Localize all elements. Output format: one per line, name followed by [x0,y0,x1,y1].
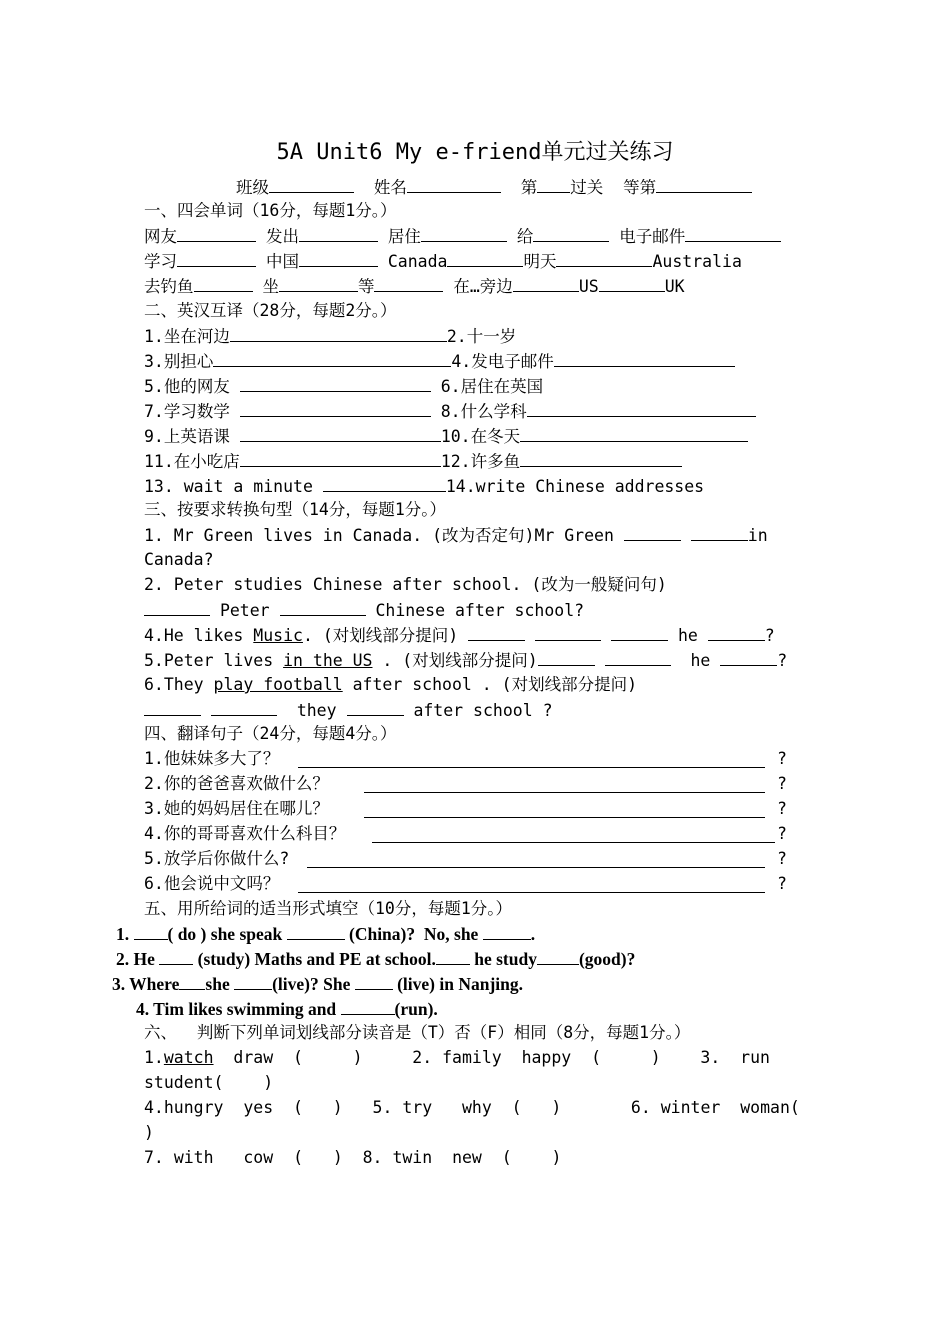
translation-blank[interactable] [298,875,765,893]
sec1-row-3 [144,274,685,299]
word-prompt: 等 [357,277,375,296]
sec3-q6 [144,673,637,697]
word: family [442,1048,502,1067]
item-prompt: 14.write Chinese addresses [445,477,705,496]
answer-blank[interactable] [513,274,579,292]
sec4-item: 2.你的爸爸喜欢做什么？ [144,774,329,793]
item-number: 8. [362,1148,383,1167]
sec5-line-4 [136,997,438,1021]
answer-blank[interactable] [691,523,748,541]
sec5-line-3 [112,972,523,996]
question-text: (study) Maths and PE at school. [193,949,436,969]
answer-paren[interactable]: ( [511,1098,522,1117]
question-text: (live) in Nanjing. [392,974,524,994]
answer-blank[interactable] [538,648,595,666]
item-prompt: 2.十一岁 [446,327,517,346]
item-number: 5. [372,1098,393,1117]
answer-blank[interactable] [240,424,441,442]
question-text: Chinese after school? [375,601,585,620]
answer-blank[interactable] [240,374,431,392]
word: winter [660,1098,721,1117]
word: new [452,1148,482,1167]
word-prompt: US [578,277,599,296]
sec6-row-3 [144,1146,561,1170]
sec4-item: 1.他妹妹多大了？ [144,749,280,768]
item-prompt: 4.发电子邮件 [451,352,554,371]
item-prompt: 9.上英语课 [144,427,230,446]
question-text: after school ? [413,701,553,720]
item-number: 7. [144,1148,164,1167]
level-blank[interactable] [537,175,570,193]
answer-blank[interactable] [374,274,443,292]
word-prompt: 居住 [387,227,421,246]
word: woman [740,1098,790,1117]
answer-blank[interactable] [533,224,609,242]
question-text: in [747,526,768,545]
item-prompt: 8.什么学科 [440,402,527,421]
answer-blank[interactable] [421,224,507,242]
answer-blank[interactable] [323,474,446,492]
item-prompt: 11.在小吃店 [144,452,240,471]
sec6-row-1-cont [144,1071,273,1095]
word-prompt: 网友 [144,227,177,246]
item-prompt: 7.学习数学 [144,402,230,421]
sec4-item: 3.她的妈妈居住在哪儿？ [144,799,329,818]
sec3-q6-answer [144,698,553,723]
question-mark: ? [777,874,787,893]
answer-blank[interactable] [355,972,393,990]
answer-blank[interactable] [468,623,525,641]
answer-blank[interactable] [556,249,652,267]
question-text: . (对划线部分提问) [372,651,538,670]
word-prompt: 坐 [262,277,279,296]
answer-blank[interactable] [287,922,345,940]
item-number: 3. [700,1048,721,1067]
item-number: 6. [630,1098,651,1117]
level-prefix: 第 [520,178,538,197]
sec5-line-2 [116,947,635,971]
answer-blank[interactable] [605,648,671,666]
question-text: 4. Tim likes swimming and [136,999,341,1019]
section-2-heading: 二、英汉互译（28分，每题2分。） [144,301,397,320]
sec2-row [144,374,543,399]
sec4-item: 4.你的哥哥喜欢什么科目？ [144,824,346,843]
question-text: he [690,651,711,670]
answer-blank[interactable] [554,349,735,367]
question-text: he study [469,949,537,969]
answer-blank[interactable] [537,947,579,965]
answer-blank[interactable] [234,972,272,990]
word-prompt: UK [664,277,685,296]
word: why [461,1098,492,1117]
section-4-heading: 四、翻译句子（24分，每题4分。） [144,724,397,743]
question-text: 4.He likes [144,626,254,645]
question-text: ? [764,626,775,645]
answer-blank[interactable] [341,997,395,1015]
question-text: . (对划线部分提问) [302,626,459,645]
sec2-row [144,399,756,424]
word: twin [392,1148,433,1167]
word: watch [163,1048,214,1067]
question-text: 6.They [144,675,214,694]
answer-paren[interactable]: ( [293,1148,303,1167]
question-text: 1. Mr Green lives in Canada. (改为否定句)Mr Green [144,526,614,545]
section-6-heading: 六、 判断下列单词划线部分读音是（T）否（F）相同（8分，每题1分。） [144,1023,691,1042]
question-mark: ? [777,849,787,868]
answer-blank[interactable] [299,249,378,267]
question-mark: ? [777,799,787,818]
sec3-q4 [144,623,775,648]
item-number: 2. [412,1048,433,1067]
paren-close: ) [332,1148,343,1167]
sec4-item: 6.他会说中文吗？ [144,874,280,893]
sec6-row-1 [144,1046,770,1070]
item-prompt: 1.坐在河边 [144,327,230,346]
answer-blank[interactable] [280,598,366,616]
answer-paren[interactable]: ( [789,1098,800,1117]
answer-blank[interactable] [535,623,601,641]
answer-blank[interactable] [177,224,256,242]
sec3-q1 [144,523,768,548]
answer-blank[interactable] [527,399,756,417]
word: student [144,1073,214,1092]
word-prompt: 发出 [265,227,299,246]
sec1-row-1 [144,224,781,249]
word: with [173,1148,214,1167]
word-prompt: 在…旁边 [453,277,513,296]
word-prompt: Canada [387,252,448,271]
translation-blank[interactable] [364,800,765,818]
answer-paren[interactable]: ( [293,1048,303,1067]
student-info-line [236,175,752,200]
sec2-row [144,349,735,374]
answer-blank[interactable] [624,523,681,541]
answer-blank[interactable] [720,648,777,666]
sec6-row-2 [144,1096,800,1120]
question-text: . [530,924,536,944]
answer-blank[interactable] [611,623,668,641]
worksheet-title: 5A Unit6 My e-friend单元过关练习 [276,140,674,165]
answer-blank[interactable] [179,972,205,990]
answer-blank[interactable] [144,698,201,716]
underlined-word: play football [213,675,343,694]
answer-blank[interactable] [520,424,748,442]
answer-blank[interactable] [194,274,253,292]
word: 4.hungry [144,1098,224,1117]
question-text: she [205,974,235,994]
answer-blank[interactable] [708,623,765,641]
translation-blank[interactable] [307,850,765,868]
answer-blank[interactable] [240,449,441,467]
sec1-row-2 [144,249,742,274]
sec3-q1-cont: Canada? [144,550,214,569]
section-5-heading: 五、用所给词的适当形式填空（10分，每题1分。） [144,899,513,918]
paren-close: ) [352,1048,363,1067]
translation-blank[interactable] [372,825,775,843]
item-prompt: 12.许多鱼 [440,452,521,471]
question-text: they [296,701,337,720]
item-prompt: 6.居住在英国 [440,377,544,396]
answer-blank[interactable] [436,947,470,965]
sec3-q2-answer [144,598,584,623]
question-text: he [677,626,698,645]
question-text: (live)? She [272,974,355,994]
sec3-q2: 2. Peter studies Chinese after school. (改为一般疑问句) [144,575,667,594]
paren-close: ) [551,1098,562,1117]
question-text: 2. He [116,949,160,969]
sec2-row [144,324,516,349]
answer-blank[interactable] [520,449,682,467]
answer-blank[interactable] [230,324,447,342]
word: happy [521,1048,572,1067]
answer-blank[interactable] [347,698,404,716]
question-mark: ? [777,824,787,843]
word-prompt: 给 [516,227,534,246]
answer-paren[interactable]: ( [293,1098,303,1117]
answer-blank[interactable] [483,922,531,940]
translation-blank[interactable] [298,750,765,768]
answer-paren[interactable]: ( [501,1148,512,1167]
paren-close: ) [332,1098,343,1117]
answer-paren[interactable]: ( [591,1048,602,1067]
class-label: 班级 [236,178,269,197]
question-text: ? [777,651,788,670]
sec6-row-2-cont: ) [144,1123,154,1142]
answer-blank[interactable] [213,349,451,367]
level-suffix: 过关 [570,178,604,197]
answer-paren[interactable]: ( [213,1073,224,1092]
answer-blank[interactable] [279,274,358,292]
question-text: (China)? No, she [344,924,483,944]
question-mark: ? [777,774,787,793]
question-text: 3. Where [112,974,180,994]
answer-blank[interactable] [134,922,168,940]
word: cow [243,1148,274,1167]
sec5-line-1 [116,922,535,946]
word: yes [243,1098,274,1117]
answer-blank[interactable] [599,274,665,292]
word: run [740,1048,770,1067]
answer-blank[interactable] [211,698,277,716]
grade-blank[interactable] [656,175,752,193]
paren-close: ) [263,1073,274,1092]
word: draw [233,1048,274,1067]
section-3-heading: 三、按要求转换句型（14分，每题1分。） [144,500,447,519]
answer-blank[interactable] [177,249,256,267]
paren-close: ) [650,1048,661,1067]
underlined-word: in the US [283,651,373,670]
question-text: Peter [219,601,270,620]
word-prompt: Australia [652,252,742,271]
sec2-row [144,424,748,449]
item-number: 1. [144,1048,164,1067]
word-prompt: 去钓鱼 [144,277,194,296]
sec2-row [144,474,704,499]
sec2-row [144,449,682,474]
answer-blank[interactable] [299,224,378,242]
section-1-heading: 一、四会单词（16分，每题1分。） [144,201,397,220]
question-mark: ? [777,749,787,768]
word-prompt: 电子邮件 [619,227,686,246]
word-prompt: 中国 [265,252,299,271]
class-blank[interactable] [269,175,354,193]
sec3-q5 [144,648,787,673]
question-text: 1. [116,924,134,944]
name-blank[interactable] [407,175,501,193]
item-prompt: 5.他的网友 [144,377,230,396]
question-text: ( do ) she speak [167,924,287,944]
translation-blank[interactable] [364,775,765,793]
answer-blank[interactable] [159,947,193,965]
answer-blank[interactable] [144,598,210,616]
word-prompt: 明天 [523,252,557,271]
word: try [402,1098,433,1117]
paren-close: ) [551,1148,562,1167]
item-prompt: 10.在冬天 [440,427,521,446]
underlined-word: Music [253,626,303,645]
word-prompt: 学习 [144,252,177,271]
question-text: (run). [394,999,438,1019]
answer-blank[interactable] [447,249,523,267]
sec4-item: 5.放学后你做什么? [144,849,290,868]
answer-blank[interactable] [240,399,431,417]
grade-label: 等第 [623,178,657,197]
name-label: 姓名 [373,178,407,197]
item-prompt: 13. wait a minute [144,477,313,496]
question-text: after school . (对划线部分提问) [342,675,637,694]
question-text: (good)? [578,949,636,969]
question-text: 5.Peter lives [144,651,284,670]
item-prompt: 3.别担心 [144,352,214,371]
answer-blank[interactable] [685,224,781,242]
